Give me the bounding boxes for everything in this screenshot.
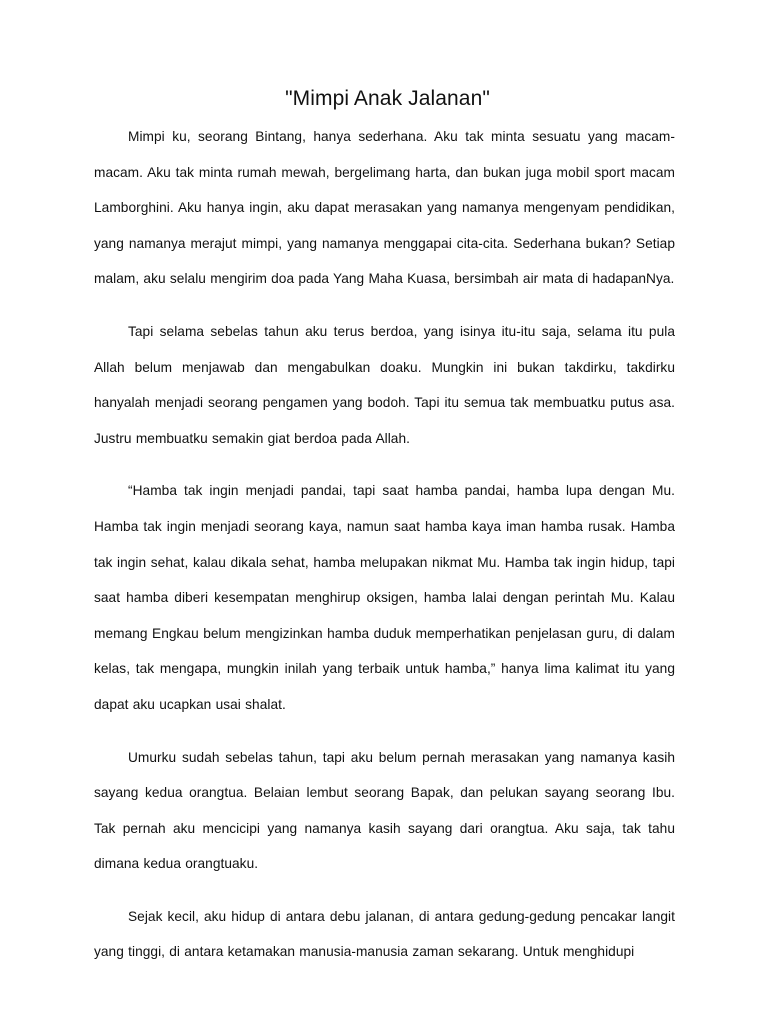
document-title: "Mimpi Anak Jalanan" (285, 87, 490, 110)
paragraph-1: Mimpi ku, seorang Bintang, hanya sederhana. Aku tak minta sesuatu yang macam-macam. Aku tak minta rumah mewah, bergelimang harta, dan bukan juga mobil sport macam Lamborghini. Aku hanya ingin, aku dapat merasakan yang namanya mengenyam pendidikan, yang namanya merajut mimpi, yang namanya menggapai cita-cita. Sederhana bukan? Setiap malam, aku selalu mengirim doa pada Yang Maha Kuasa, bersimbah air mata di hadapanNya. (94, 129, 675, 287)
document-page (94, 84, 675, 987)
paragraph-4: Umurku sudah sebelas tahun, tapi aku belum pernah merasakan yang namanya kasih sayang kedua orangtua. Belaian lembut seorang Bapak, dan pelukan sayang seorang Ibu. Tak pernah aku mencicipi yang namanya kasih sayang dari orangtua. Aku saja, tak tahu dimana kedua orangtuaku. (94, 749, 675, 872)
paragraph-2: Tapi selama sebelas tahun aku terus berdoa, yang isinya itu-itu saja, selama itu pula Allah belum menjawab dan mengabulkan doaku. Mungkin ini bukan takdirku, takdirku hanyalah menjadi seorang pengamen yang bodoh. Tapi itu semua tak membuatku putus asa. Justru membuatku semakin giat berdoa pada Allah. (94, 323, 675, 446)
paragraph-3: “Hamba tak ingin menjadi pandai, tapi saat hamba pandai, hamba lupa dengan Mu. Hamba tak ingin menjadi seorang kaya, namun saat hamba kaya iman hamba rusak. Hamba tak ingin sehat, kalau dikala sehat, hamba melupakan nikmat Mu. Hamba tak ingin hidup, tapi saat hamba diberi kesempatan menghirup oksigen, hamba lalai dengan perintah Mu. Kalau memang Engkau belum mengizinkan hamba duduk memperhatikan penjelasan guru, di dalam kelas, tak mengapa, mungkin inilah yang terbaik untuk hamba,” hanya lima kalimat itu yang dapat aku ucapkan usai shalat. (94, 483, 675, 712)
paragraph-5: Sejak kecil, aku hidup di antara debu jalanan, di antara gedung-gedung pencakar langit yang tinggi, di antara ketamakan manusia-manusia zaman sekarang. Untuk menghidupi (94, 908, 675, 960)
